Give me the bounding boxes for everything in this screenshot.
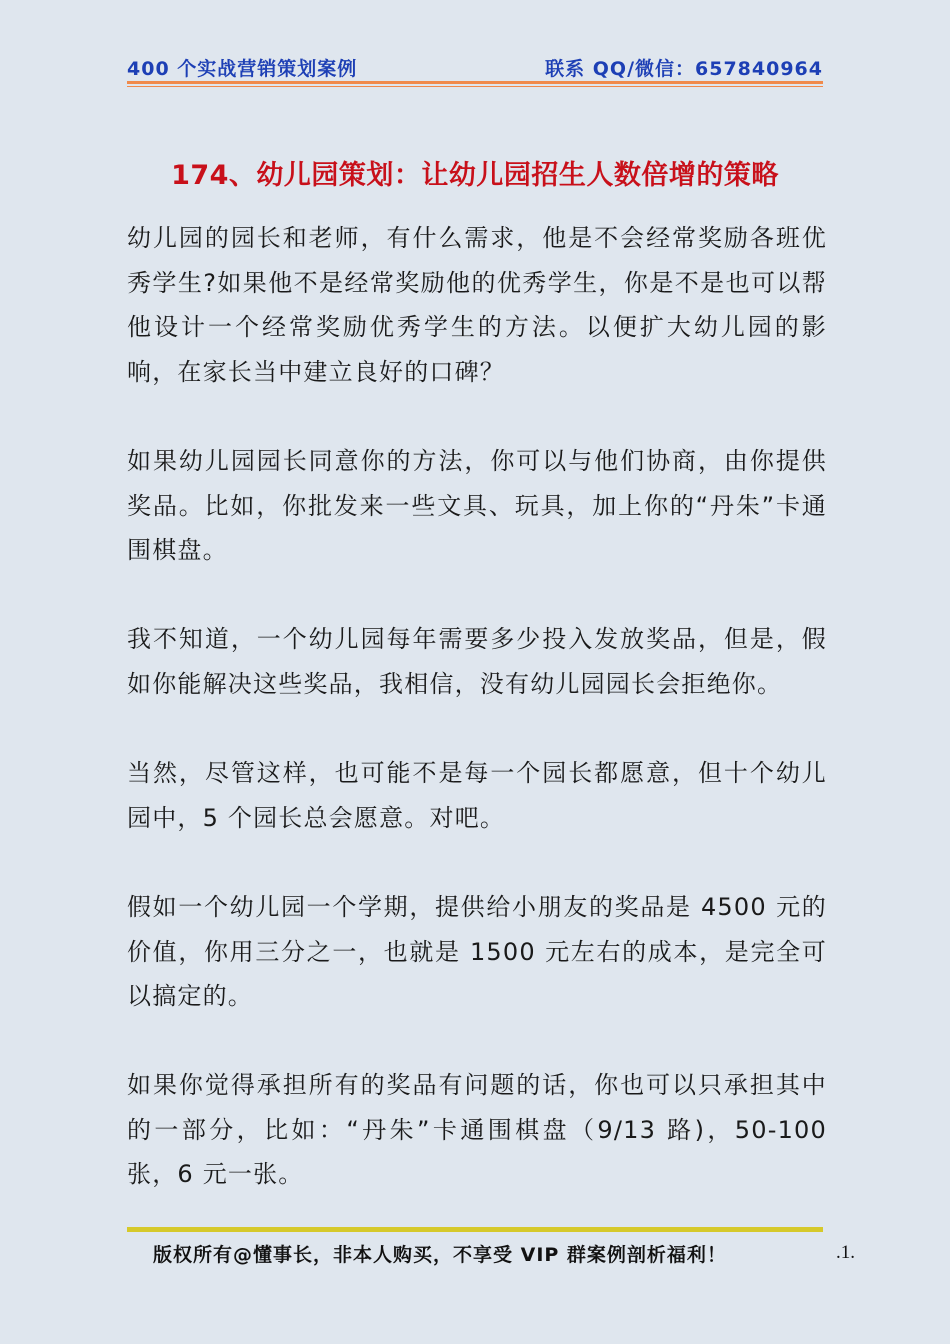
header-contact: 联系 QQ/微信：657840964 — [545, 58, 823, 80]
page-number: .1. — [836, 1242, 855, 1263]
footer-divider — [127, 1227, 823, 1232]
paragraph-1: 幼儿园的园长和老师，有什么需求，他是不会经常奖励各班优秀学生?如果他不是经常奖励他的优秀学生，你是不是也可以帮他设计一个经常奖励优秀学生的方法。以便扩大幼儿园的影响，在家长当中建立良好的口碑？ — [127, 224, 827, 386]
paragraph-2: 如果幼儿园园长同意你的方法，你可以与他们协商，由你提供奖品。比如，你批发来一些文具、玩具，加上你的“丹朱”卡通围棋盘。 — [127, 447, 827, 564]
header-divider — [127, 81, 823, 84]
paragraph-3: 我不知道，一个幼儿园每年需要多少投入发放奖品，但是，假如你能解决这些奖品，我相信，没有幼儿园园长会拒绝你。 — [127, 625, 827, 698]
paragraph-5: 假如一个幼儿园一个学期，提供给小朋友的奖品是 4500 元的价值，你用三分之一，也就是 1500 元左右的成本，是完全可以搞定的。 — [127, 893, 827, 1010]
page-header — [127, 52, 823, 82]
article-title: 174、幼儿园策划：让幼儿园招生人数倍增的策略 — [171, 160, 779, 191]
header-divider-thin — [127, 86, 823, 87]
footer-copyright-notice: 版权所有@懂事长，非本人购买，不享受 VIP 群案例剖析福利！ — [153, 1244, 727, 1266]
paragraph-4: 当然，尽管这样，也可能不是每一个园长都愿意，但十个幼儿园中，5 个园长总会愿意。对吧。 — [127, 759, 827, 832]
paragraph-6: 如果你觉得承担所有的奖品有问题的话，你也可以只承担其中的一部分，比如：“丹朱”卡通围棋盘（9/13 路)，50-100 张，6 元一张。 — [127, 1071, 827, 1188]
header-series-title: 400 个实战营销策划案例 — [127, 58, 358, 80]
